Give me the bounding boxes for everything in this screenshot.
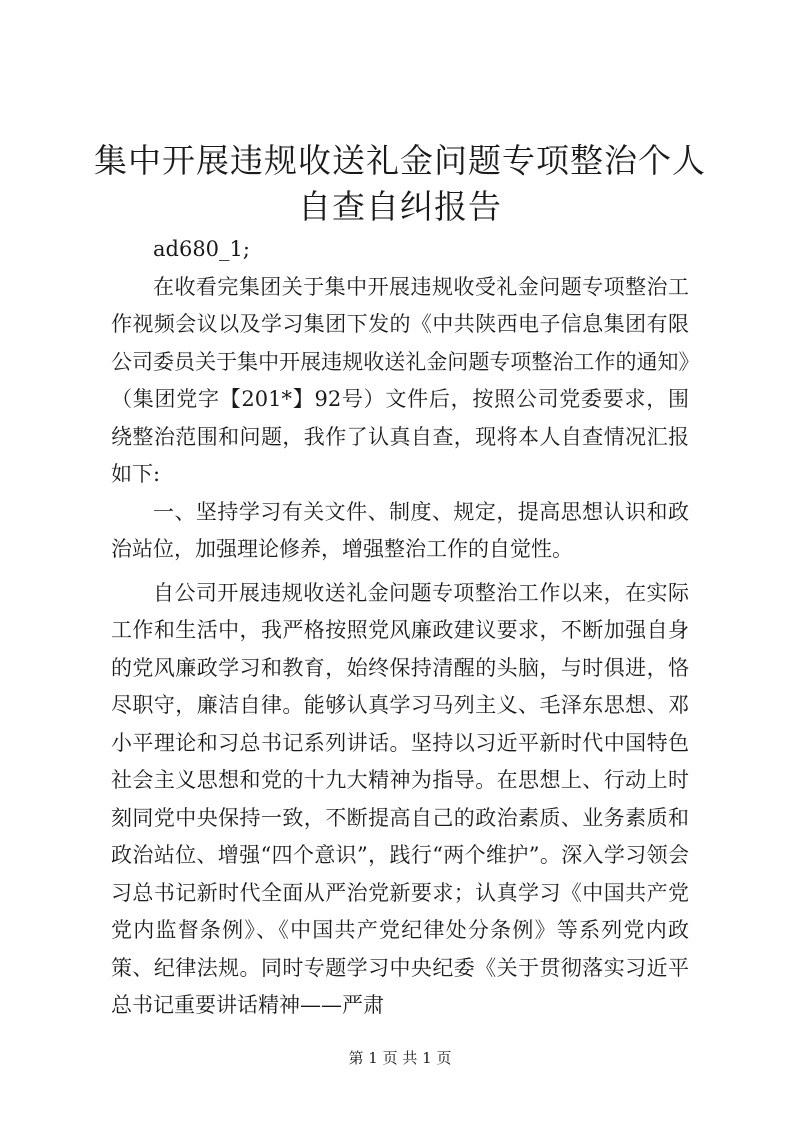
page-footer: 第 1 页 共 1 页	[348, 1049, 452, 1067]
document-body	[111, 231, 689, 1025]
paragraph-section-heading: 一、坚持学习有关文件、制度、规定，提高思想认识和政治站位，加强理论修养，增强整治工作的自觉性。	[111, 499, 689, 561]
document-title: 集中开展违规收送礼金问题专项整治个人自查自纠报告	[94, 141, 706, 226]
paragraph-section-body: 自公司开展违规收送礼金问题专项整治工作以来，在实际工作和生活中，我严格按照党风廉政建议要求，不断加强自身的党风廉政学习和教育，始终保持清醒的头脑，与时俱进，恪尽职守，廉洁自律。能够认真学习马列主义、毛泽东思想、邓小平理论和习总书记系列讲话。坚持以习近平新时代中国特色社会主义思想和党的十九大精神为指导。在思想上、行动上时刻同党中央保持一致，不断提高自己的政治素质、业务素质和政治站位、增强“四个意识”，践行“两个维护”。深入学习领会习总书记新时代全面从严治党新要求；认真学习《中国共产党党内监督条例》、《中国共产党纪律处分条例》等系列党内政策、纪律法规。同时专题学习中央纪委《关于贯彻落实习近平总书记重要讲话精神——严肃	[111, 580, 689, 1017]
paragraph-reference-code: ad680_1;	[153, 237, 250, 261]
paragraph-introduction: 在收看完集团关于集中开展违规收受礼金问题专项整治工作视频会议以及学习集团下发的《中共陕西电子信息集团有限公司委员关于集中开展违规收送礼金问题专项整治工作的通知》（集团党字【201*】92号）文件后，按照公司党委要求，围绕整治范围和问题，我作了认真自查，现将本人自查情况汇报如下:	[111, 274, 689, 486]
